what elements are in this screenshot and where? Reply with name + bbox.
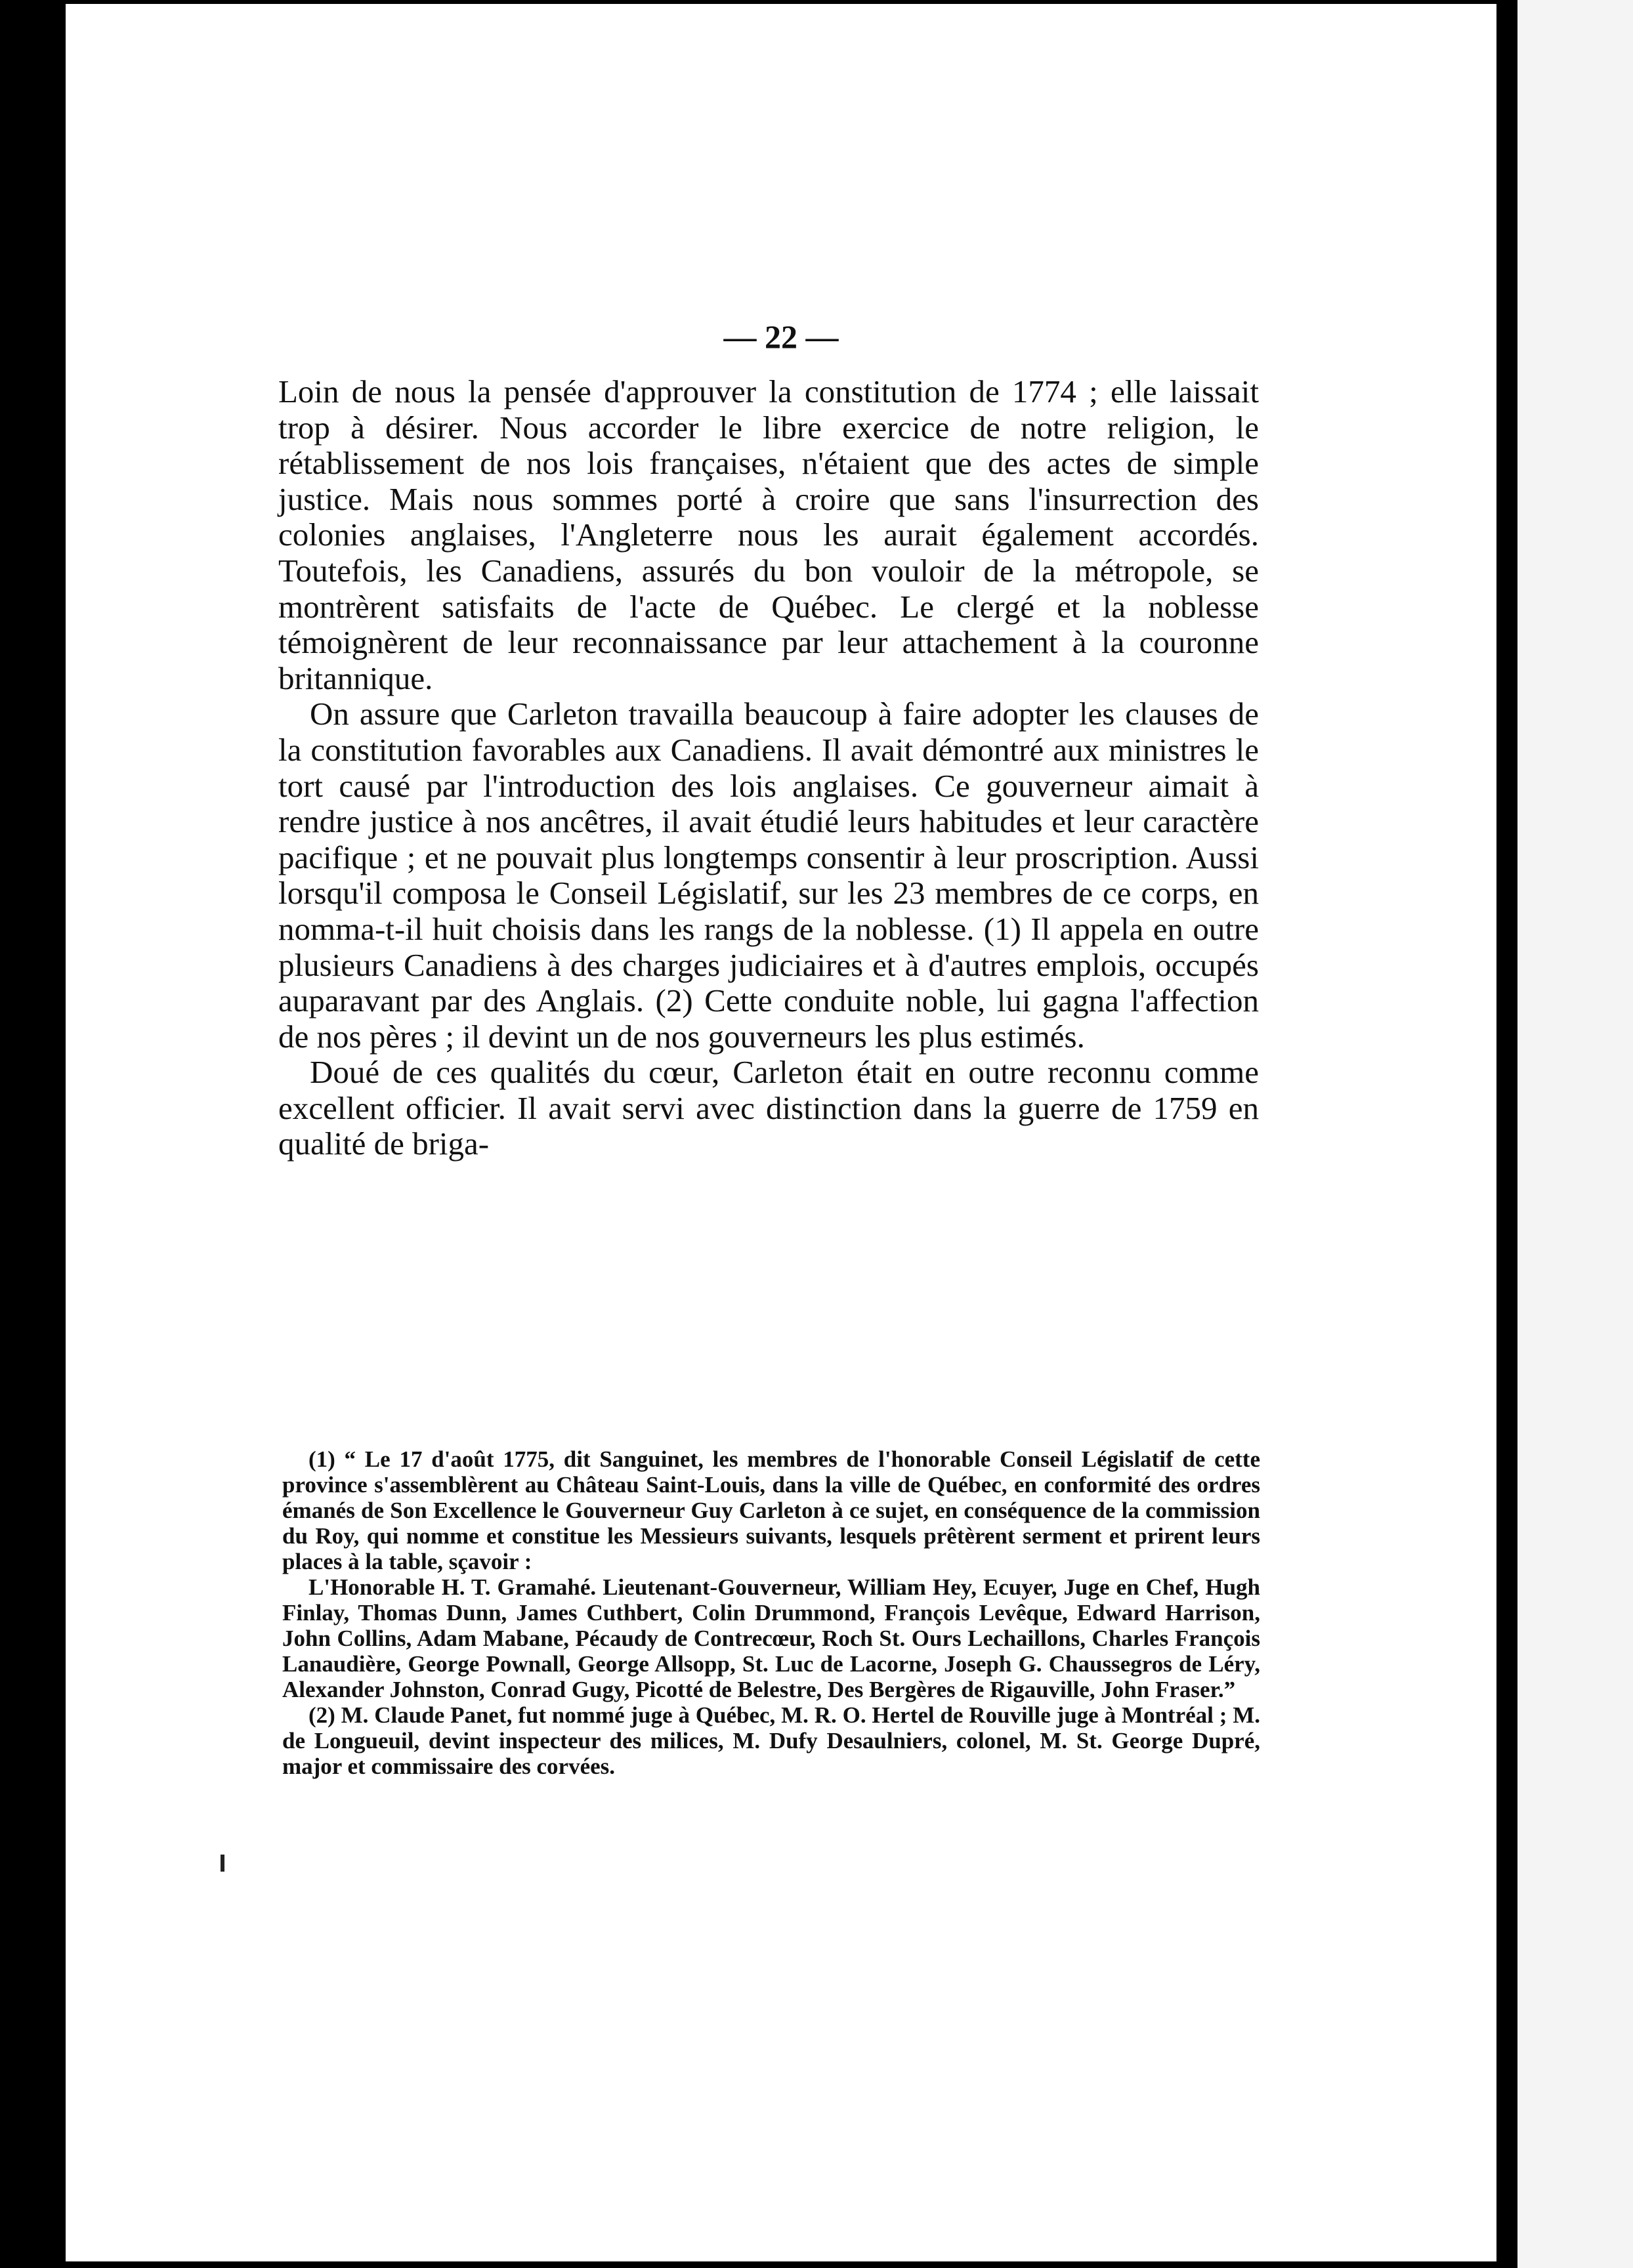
paragraph: Loin de nous la pensée d'approuver la constitution de 1774 ; elle laissait trop à désirer. Nous accorder le libre exercice de notre religion, le rétablissement de nos lois françaises, n'étaient que des actes de simple justice. Mais nous sommes porté à croire que sans l'insurrection des colonies anglaises, l'Angleterre nous les aurait également accordés. Toutefois, les Canadiens, assurés du bon vouloir de la métropole, se montrèrent satisfaits de l'acte de Québec. Le clergé et la noblesse témoignèrent de leur reconnaissance par leur attachement à la couronne britannique. bbox=[278, 373, 1259, 696]
footnote: (1) “ Le 17 d'août 1775, dit Sanguinet, les membres de l'honorable Conseil Législatif de cette province s'assemblèrent au Château Saint-Louis, dans la ville de Québec, en conformité des ordres émanés de Son Excellence le Gouverneur Guy Carleton à ce sujet, en conséquence de la commission du Roy, qui nomme et constitue les Messieurs suivants, lesquels prêtèrent serment et prirent leurs places à la table, sçavoir : bbox=[282, 1446, 1260, 1574]
footnotes bbox=[282, 1446, 1260, 1779]
adjacent-page-strip bbox=[1517, 0, 1633, 2268]
paragraph: Doué de ces qualités du cœur, Carleton était en outre reconnu comme excellent officier. Il avait servi avec distinction dans la guerre de 1759 en qualité de briga- bbox=[278, 1054, 1259, 1162]
paragraph: On assure que Carleton travailla beaucoup à faire adopter les clauses de la constitution favorables aux Canadiens. Il avait démontré aux ministres le tort causé par l'introduction des lois anglaises. Ce gouverneur aimait à rendre justice à nos ancêtres, il avait étudié leurs habitudes et leur caractère pacifique ; et ne pouvait plus longtemps consentir à leur proscription. Aussi lorsqu'il composa le Conseil Législatif, sur les 23 membres de ce corps, en nomma-t-il huit choisis dans les rangs de la noblesse. (1) Il appela en outre plusieurs Canadiens à des charges judiciaires et à d'autres emplois, occupés auparavant par des Anglais. (2) Cette conduite noble, lui gagna l'affection de nos pères ; il devint un de nos gouverneurs les plus estimés. bbox=[278, 696, 1259, 1055]
footnote: (2) M. Claude Panet, fut nommé juge à Québec, M. R. O. Hertel de Rouville juge à Montréal ; M. de Longueuil, devint inspecteur des milices, M. Dufy Desaulniers, colonel, M. St. George Dupré, major et commissaire des corvées. bbox=[282, 1702, 1260, 1779]
page-number: — 22 — bbox=[723, 318, 839, 355]
main-text bbox=[278, 374, 1259, 1162]
footnote: L'Honorable H. T. Gramahé. Lieutenant-Gouverneur, William Hey, Ecuyer, Juge en Chef, Hugh Finlay, Thomas Dunn, James Cuthbert, Colin Drummond, François Levêque, Edward Harrison, John Collins, Adam Mabane, Pécaudy de Contrecœur, Roch St. Ours Lechaillons, Charles François Lanaudière, George Pownall, George Allsopp, St. Luc de Lacorne, Joseph G. Chaussegros de Léry, Alexander Johnston, Conrad Gugy, Picotté de Belestre, Des Bergères de Rigauville, John Fraser.” bbox=[282, 1574, 1260, 1702]
margin-mark bbox=[221, 1855, 224, 1872]
page-edge-shadow bbox=[1507, 26, 1517, 2258]
